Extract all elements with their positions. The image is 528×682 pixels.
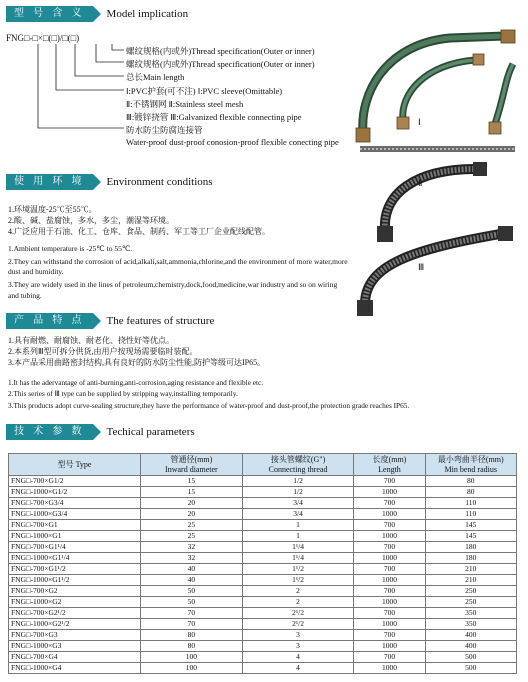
table-cell: 1/2: [242, 476, 354, 487]
table-cell: 4: [242, 652, 354, 663]
table-cell: 25: [141, 520, 243, 531]
section-badge: 技 术 参 数: [6, 424, 93, 440]
table-cell: 1¹/2: [242, 575, 354, 586]
table-cell: 100: [141, 663, 243, 674]
table-cell: 40: [141, 575, 243, 586]
table-header-row: [9, 454, 517, 476]
table-row: [9, 520, 517, 531]
table-cell: 50: [141, 586, 243, 597]
table-row: [9, 498, 517, 509]
table-cell: FNG□-700×G4: [9, 652, 141, 663]
section-badge: 使 用 环 境: [6, 174, 93, 190]
col-header-thread: [242, 454, 354, 476]
features-en-list: [8, 377, 518, 411]
table-cell: 1¹/2: [242, 564, 354, 575]
table-cell: 3/4: [242, 498, 354, 509]
table-cell: 100: [141, 652, 243, 663]
table-cell: 1000: [354, 619, 425, 630]
env-cn-item: 2.酸、碱、盐腐蚀，多水，多尘，潮湿等环境。: [8, 215, 174, 225]
table-cell: 3: [242, 641, 354, 652]
table-cell: 80: [141, 630, 243, 641]
feature-en-item: 3.This products adopt curve-sealing structure,they have the performance of water-proof and dust-proof,the protection grade reaches IP65.: [8, 400, 410, 410]
table-row: [9, 630, 517, 641]
table-cell: 210: [425, 575, 516, 586]
table-cell: 2¹/2: [242, 619, 354, 630]
table-cell: 110: [425, 498, 516, 509]
table-cell: 500: [425, 663, 516, 674]
table-cell: FNG□-1000×G2: [9, 597, 141, 608]
table-row: [9, 542, 517, 553]
table-cell: 1000: [354, 509, 425, 520]
table-cell: 1000: [354, 597, 425, 608]
table-cell: 350: [425, 608, 516, 619]
table-cell: 1¹/4: [242, 553, 354, 564]
table-cell: 700: [354, 564, 425, 575]
feature-cn-item: 3.本产品采用曲路密封结构,具有良好的防水防尘性能,防护等级可达IP65。: [8, 357, 266, 367]
label-thread-spec-1: 螺纹规格(内或外)Thread specification(Outer or inner): [126, 46, 315, 56]
table-cell: 1000: [354, 575, 425, 586]
label-product-cn: 防水防尘防腐连接管: [126, 125, 203, 135]
table-row: [9, 476, 517, 487]
table-cell: 700: [354, 652, 425, 663]
table-cell: 180: [425, 553, 516, 564]
table-cell: FNG□-700×G3: [9, 630, 141, 641]
table-cell: 700: [354, 630, 425, 641]
table-cell: 2¹/2: [242, 608, 354, 619]
table-row: [9, 575, 517, 586]
table-cell: 145: [425, 520, 516, 531]
section-badge: 产 品 特 点: [6, 313, 93, 329]
table-cell: FNG□-1000×G1: [9, 531, 141, 542]
table-cell: FNG□-700×G2¹/2: [9, 608, 141, 619]
table-cell: 350: [425, 619, 516, 630]
table-cell: 1000: [354, 641, 425, 652]
col-header-bend-radius: [425, 454, 516, 476]
label-product-en: Water-proof dust-proof conosion-proof flexible conecting pipe: [126, 137, 339, 147]
table-cell: 700: [354, 520, 425, 531]
table-cell: 80: [425, 476, 516, 487]
section-title: Techical parameters: [106, 426, 195, 438]
table-cell: 50: [141, 597, 243, 608]
pipe-type-3-image: [357, 162, 513, 316]
table-row: [9, 652, 517, 663]
table-cell: 1: [242, 531, 354, 542]
feature-cn-item: 1.具有耐燃、耐腐蚀、耐老化、挠性好等优点。: [8, 336, 174, 345]
section-title: Environment conditions: [106, 176, 213, 188]
pipe-label-2: Ⅱ: [418, 178, 423, 188]
col-header-text: Min bend radius: [444, 464, 497, 474]
table-cell: 180: [425, 542, 516, 553]
feature-cn-item: 2.本系列Ⅲ型可拆分供货,由用户按现场需要临时装配。: [8, 346, 198, 356]
table-cell: 15: [141, 487, 243, 498]
table-cell: 1000: [354, 553, 425, 564]
table-row: [9, 531, 517, 542]
table-cell: 1: [242, 520, 354, 531]
table-cell: 1000: [354, 531, 425, 542]
env-section-header: [6, 174, 213, 190]
env-cn-item: 4.广泛应用于石油、化工、仓库、食品、制药、军工等工厂企业配线配管。: [8, 226, 270, 236]
env-en-list: [8, 244, 348, 301]
model-code: FNG□-□×□(□)/□(□): [6, 33, 80, 43]
env-en-item: 1.Ambient temperature is -25℃ to 55℃.: [8, 244, 133, 253]
table-cell: 40: [141, 564, 243, 575]
table-cell: 1/2: [242, 487, 354, 498]
table-cell: 20: [141, 498, 243, 509]
table-cell: 700: [354, 476, 425, 487]
col-header-diameter: [141, 454, 243, 476]
table-cell: 25: [141, 531, 243, 542]
pipe-label-3: Ⅲ: [418, 262, 425, 272]
label-stainless-mesh: Ⅱ:不锈钢网 Ⅱ:Stainless steel mesh: [126, 99, 244, 109]
table-cell: FNG□-1000×G1/2: [9, 487, 141, 498]
pipe-illustrations: [355, 24, 525, 324]
label-pvc-sleeve: Ⅰ:PVC护套(可不注) Ⅰ:PVC sleeve(Omittable): [126, 86, 283, 96]
features-section-header: [6, 313, 214, 329]
col-header-text: Connecting thread: [268, 464, 328, 474]
table-row: [9, 553, 517, 564]
col-header-text: 管通径(mm): [170, 455, 213, 464]
table-cell: 700: [354, 608, 425, 619]
table-row: [9, 597, 517, 608]
table-cell: 400: [425, 630, 516, 641]
pipe-label-1: Ⅰ: [418, 117, 421, 127]
table-cell: 32: [141, 553, 243, 564]
table-cell: 3: [242, 630, 354, 641]
env-cn-item: 1.环境温度-25℃至55℃。: [8, 205, 97, 214]
table-cell: 400: [425, 641, 516, 652]
table-cell: FNG□-1000×G2¹/2: [9, 619, 141, 630]
table-cell: FNG□-700×G2: [9, 586, 141, 597]
table-cell: 700: [354, 586, 425, 597]
table-cell: FNG□-700×G1: [9, 520, 141, 531]
table-cell: 70: [141, 608, 243, 619]
params-section-header: [6, 424, 195, 440]
env-en-item: 3.They are widely used in the lines of petroleum,chemistry,dock,food,medicine,war industry and so on wiring and tubing.: [8, 280, 338, 300]
table-cell: 1000: [354, 487, 425, 498]
col-header-length: [354, 454, 425, 476]
table-row: [9, 564, 517, 575]
feature-en-item: 1.It has the adervantage of anti-burning,anti-corrosion,aging resistance and flexible etc.: [8, 378, 264, 387]
env-cn-list: [8, 205, 348, 237]
col-header-type: [9, 454, 141, 476]
table-cell: 250: [425, 597, 516, 608]
table-row: [9, 641, 517, 652]
label-thread-spec-2: 螺纹规格(内或外)Thread specification(Outer or inner): [126, 59, 315, 69]
table-cell: 20: [141, 509, 243, 520]
table-cell: FNG□-700×G1¹/4: [9, 542, 141, 553]
table-cell: 2: [242, 597, 354, 608]
col-header-text: 型号 Type: [57, 459, 92, 469]
pipe-type-1-image: [356, 30, 515, 142]
table-cell: 700: [354, 498, 425, 509]
table-cell: 2: [242, 586, 354, 597]
table-cell: 250: [425, 586, 516, 597]
table-cell: 1¹/4: [242, 542, 354, 553]
table-cell: FNG□-1000×G1¹/2: [9, 575, 141, 586]
table-row: [9, 509, 517, 520]
col-header-text: 最小弯曲半径(mm): [437, 455, 504, 464]
col-header-text: 接头管螺纹(G"): [270, 455, 326, 464]
table-row: [9, 619, 517, 630]
table-cell: 80: [425, 487, 516, 498]
spec-table: [8, 453, 517, 674]
table-row: [9, 663, 517, 674]
col-header-text: 长度(mm): [372, 455, 407, 464]
label-main-length: 总长Main length: [126, 72, 185, 82]
features-cn-list: [8, 336, 518, 368]
table-cell: FNG□-700×G1/2: [9, 476, 141, 487]
table-cell: 110: [425, 509, 516, 520]
table-cell: 4: [242, 663, 354, 674]
table-cell: 70: [141, 619, 243, 630]
table-cell: 145: [425, 531, 516, 542]
table-cell: FNG□-700×G1¹/2: [9, 564, 141, 575]
label-galvanized-pipe: Ⅲ:镀锌挠管 Ⅲ:Galvanized flexible connecting pipe: [126, 112, 302, 122]
table-cell: FNG□-700×G3/4: [9, 498, 141, 509]
table-cell: FNG□-1000×G4: [9, 663, 141, 674]
col-header-text: Inward diameter: [165, 464, 218, 474]
feature-en-item: 2.This series of Ⅲ type can be supplied by stripping way,installing temporarily.: [8, 389, 238, 399]
col-header-text: Length: [378, 464, 401, 474]
table-row: [9, 487, 517, 498]
env-en-item: 2.They can withstand the corrosion of acid,alkali,salt,ammonia,chlorine,and the environment of more water,more dust and humidity.: [8, 257, 348, 277]
section-badge: 型 号 含 义: [6, 6, 93, 22]
table-cell: 500: [425, 652, 516, 663]
section-title: Model implication: [106, 8, 189, 20]
spec-table-body: [9, 476, 517, 674]
table-cell: 15: [141, 476, 243, 487]
table-cell: 80: [141, 641, 243, 652]
section-title: The features of structure: [106, 315, 215, 327]
table-cell: FNG□-1000×G1¹/4: [9, 553, 141, 564]
table-cell: 700: [354, 542, 425, 553]
table-cell: 210: [425, 564, 516, 575]
table-cell: 3/4: [242, 509, 354, 520]
table-cell: FNG□-1000×G3/4: [9, 509, 141, 520]
table-cell: 32: [141, 542, 243, 553]
table-row: [9, 586, 517, 597]
table-cell: FNG□-1000×G3: [9, 641, 141, 652]
table-row: [9, 608, 517, 619]
table-cell: 1000: [354, 663, 425, 674]
